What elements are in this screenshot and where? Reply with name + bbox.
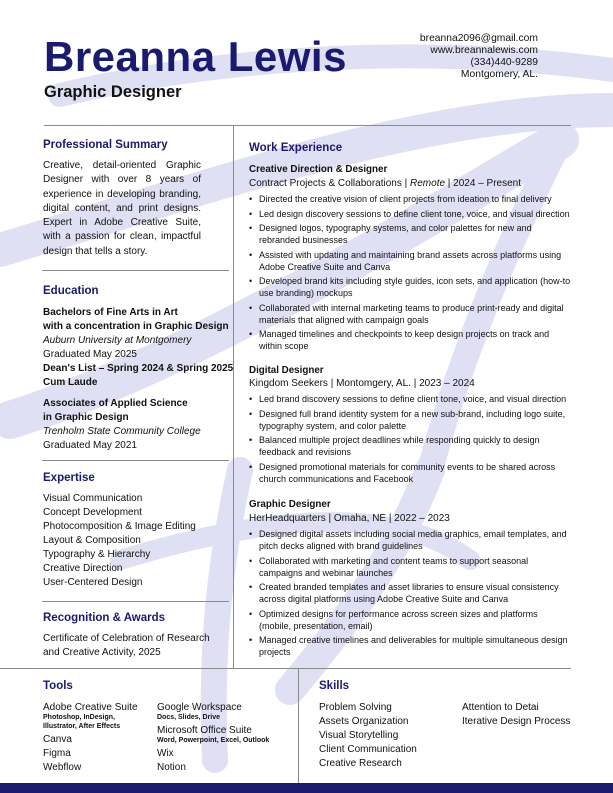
work-heading: Work Experience xyxy=(249,142,343,154)
tool-adobe-apps: Illustrator, After Effects xyxy=(43,722,121,730)
skill-item: Assets Organization xyxy=(319,716,409,727)
email[interactable]: breanna2096@gmail.com xyxy=(419,33,538,44)
column-divider xyxy=(233,126,234,668)
tool-microsoft-apps: Word, Powerpoint, Excel, Outlook xyxy=(157,737,270,744)
job-bullet: • Led design discovery sessions to define client tone, voice, and visual direction xyxy=(249,208,571,220)
job-title: Digital Designer xyxy=(249,365,324,376)
contact-block xyxy=(420,33,538,81)
job-bullet: • Designed full brand identity system for a new sub-brand, including logo suite, typography system, and color palette xyxy=(249,408,571,432)
phone: (334)440-9289 xyxy=(470,57,538,68)
location: Montgomery, AL. xyxy=(460,69,538,80)
job-bullets xyxy=(249,193,571,355)
recognition-heading: Recognition & Awards xyxy=(43,612,166,624)
tool-adobe-apps: Photoshop, InDesign, xyxy=(43,714,115,721)
skill-item: Visual Storytelling xyxy=(319,730,399,741)
tool-canva: Canva xyxy=(43,734,72,745)
header-divider xyxy=(44,125,571,126)
section-divider xyxy=(42,460,229,461)
tool-figma: Figma xyxy=(43,748,71,759)
school-aum: Auburn University at Montgomery xyxy=(43,335,192,346)
job-title: Graphic Designer xyxy=(249,499,331,510)
job-bullet: • Balanced multiple project deadlines while responding quickly to design feedback and revisions xyxy=(249,434,571,458)
tools-heading: Tools xyxy=(43,680,73,692)
tool-google: Google Workspace xyxy=(157,702,242,713)
job-bullets xyxy=(249,393,571,487)
graduation-date: Graduated May 2021 xyxy=(43,440,137,451)
award-line: and Creative Activity, 2025 xyxy=(43,647,161,658)
skill-item: Iterative Design Process xyxy=(462,716,571,727)
skill-item: Creative Research xyxy=(319,758,402,769)
job-dates: | 2024 – Present xyxy=(445,178,522,189)
expertise-heading: Expertise xyxy=(43,472,95,484)
skill-item: Attention to Detai xyxy=(462,702,539,713)
expertise-item: Photocomposition & Image Editing xyxy=(43,521,196,532)
tool-webflow: Webflow xyxy=(43,762,82,773)
job-bullet: • Optimized designs for performance across screen sizes and platforms (mobile, presentation, email) xyxy=(249,608,571,632)
tool-adobe: Adobe Creative Suite xyxy=(43,702,138,713)
expertise-item: Creative Direction xyxy=(43,563,123,574)
degree-aas-concentration: in Graphic Design xyxy=(43,412,129,423)
tool-wix: Wix xyxy=(157,748,174,759)
job-bullet: • Collaborated with internal marketing teams to produce print-ready and digital materials that aligned with campaign goals xyxy=(249,302,571,326)
degree-bfa-concentration: with a concentration in Graphic Design xyxy=(43,321,229,332)
job-bullet: • Collaborated with marketing and content teams to support seasonal campaigns and webinar launches xyxy=(249,555,571,579)
job-company xyxy=(249,178,521,189)
job-bullet: • Designed promotional materials for community events to be shared across church communications and Facebook xyxy=(249,461,571,485)
section-divider xyxy=(42,270,229,271)
expertise-item: Layout & Composition xyxy=(43,535,141,546)
education-heading: Education xyxy=(43,285,99,297)
bottom-accent-bar xyxy=(0,783,613,793)
degree-aas: Associates of Applied Science xyxy=(43,398,188,409)
summary-heading: Professional Summary xyxy=(43,139,168,151)
website[interactable]: www.breannalewis.com xyxy=(430,45,538,56)
candidate-name: Breanna Lewis xyxy=(44,33,347,80)
award-line: Certificate of Celebration of Research xyxy=(43,633,210,644)
footer-column-divider xyxy=(298,669,299,783)
job-company: HerHeadquarters | Omaha, NE | 2022 – 2023 xyxy=(249,513,450,524)
skill-item: Client Communication xyxy=(319,744,417,755)
company-name: Contract Projects & Collaborations | xyxy=(249,178,411,189)
job-bullet: • Managed creative timelines and deliverables for multiple simultaneous design projects xyxy=(249,634,571,658)
job-bullet: • Designed logos, typography systems, and color palettes for new and rebranded businesses xyxy=(249,222,571,246)
degree-bfa: Bachelors of Fine Arts in Art xyxy=(43,307,178,318)
job-company: Kingdom Seekers | Montomgery, AL. | 2023 – 2024 xyxy=(249,378,475,389)
tool-google-apps: Docs, Slides, Drive xyxy=(157,714,221,721)
expertise-item: Typography & Hierarchy xyxy=(43,549,151,560)
school-trenholm: Trenholm State Community College xyxy=(43,426,201,437)
graduation-date: Graduated May 2025 xyxy=(43,349,137,360)
work-mode: Remote xyxy=(410,178,446,189)
skills-heading: Skills xyxy=(319,680,350,692)
job-bullet: • Assisted with updating and maintaining brand assets across platforms using Adobe Creative Suite and Canva xyxy=(249,249,571,273)
summary-text: Creative, detail-oriented Graphic Designer with over 8 years of experience in developing branding, digital content, and print designs. Expert in Adobe Creative Suite, with a passion for clean, impactful design that tells a story. xyxy=(43,160,201,257)
job-bullet: • Designed digital assets including social media graphics, email templates, and pitch decks aligned with brand guidelines xyxy=(249,528,571,552)
job-bullet: • Led brand discovery sessions to define client tone, voice, and visual direction xyxy=(249,393,571,405)
skill-item: Problem Solving xyxy=(319,702,392,713)
footer-divider xyxy=(0,668,571,669)
job-title: Creative Direction & Designer xyxy=(249,164,388,175)
cum-laude: Cum Laude xyxy=(43,377,98,388)
section-divider xyxy=(42,601,229,602)
job-bullet: • Directed the creative vision of client projects from ideation to final delivery xyxy=(249,193,571,205)
expertise-item: Visual Communication xyxy=(43,493,143,504)
job-bullet: • Created branded templates and asset libraries to ensure visual consistency across digital platforms using Adobe Creative Suite and Canva xyxy=(249,581,571,605)
tool-notion: Notion xyxy=(157,762,186,773)
candidate-role: Graphic Designer xyxy=(44,83,182,101)
expertise-item: Concept Development xyxy=(43,507,142,518)
expertise-item: User-Centered Design xyxy=(43,577,143,588)
job-bullets xyxy=(249,528,571,661)
deans-list: Dean's List – Spring 2024 & Spring 2025 xyxy=(43,363,234,374)
tool-microsoft: Microsoft Office Suite xyxy=(157,725,252,736)
job-bullet: • Managed timelines and checkpoints to keep design projects on track and within scope xyxy=(249,328,571,352)
job-bullet: • Developed brand kits including style guides, icon sets, and application (how-to use branding) mockups xyxy=(249,275,571,299)
